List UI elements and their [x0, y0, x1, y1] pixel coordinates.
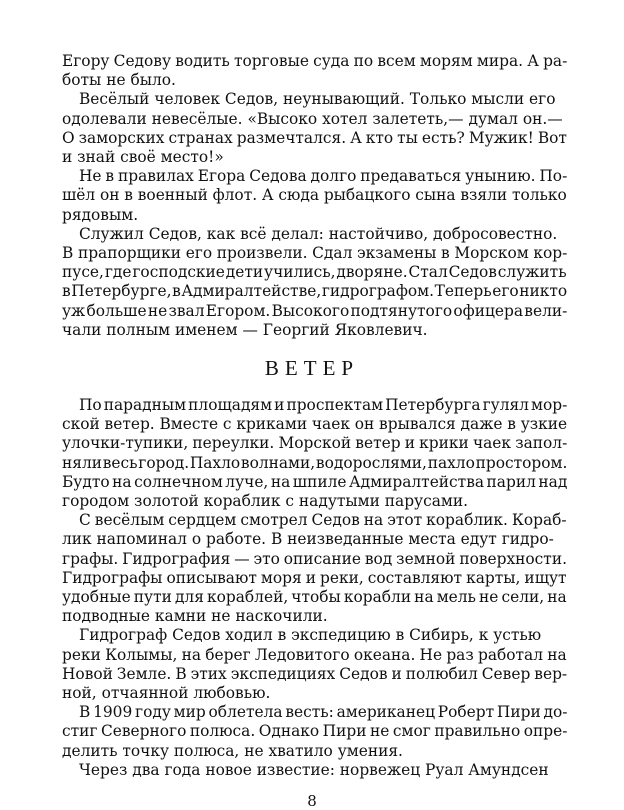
text-line: Не в правилах Егора Седова долго предаваться унынию. По-: [79, 167, 568, 186]
text-line: шёл он в военный флот. А сюда рыбацкого сына взяли только: [62, 186, 567, 205]
text-line: делить точку полюса, не хватило умения.: [62, 741, 403, 760]
text-line: удобные пути для кораблей, чтобы корабли на мель не сели, на: [62, 588, 567, 606]
text-line: рядовым.: [62, 205, 139, 224]
text-line: Весёлый человек Седов, неунывающий. Только мысли его: [79, 90, 556, 109]
text-line: пусе, где господские дети учились, дворяне. Стал Седов служить: [62, 263, 567, 282]
text-line: Егору Седову водить торговые суда по всем морям мира. А ра-: [62, 52, 568, 70]
text-line: Гидрограф Седов ходил в экспедицию в Сибирь, к устью: [79, 626, 542, 645]
text-line: О заморских странах размечтался. А кто ты есть? Мужик! Вот: [62, 128, 567, 147]
text-line: реки Колымы, на берег Ледовитого океана. Не раз работал на: [62, 645, 567, 664]
text-line: В прапорщики его произвели. Сдал экзамены в Морском кор-: [62, 244, 568, 262]
text-line: стиг Северного полюса. Однако Пири не смог правильно опре-: [62, 722, 568, 741]
text-line: лик напоминал о работе. В неизведанные места едут гидро-: [62, 530, 554, 549]
text-line: ной, отчаянной любовью.: [62, 684, 271, 702]
chapter-heading: ВЕТЕР: [264, 356, 360, 380]
text-line: чали полным именем — Георгий Яковлевич.: [62, 320, 428, 339]
text-line: Новой Земле. В этих экспедициях Седов и полюбил Север вер-: [62, 664, 568, 683]
text-line: Через два года новое известие: норвежец Руал Амундсен: [79, 760, 549, 779]
text-line: Служил Седов, как всё делал: настойчиво, добросовестно.: [79, 224, 558, 243]
text-line: в Петербурге, в Адмиралтействе, гидрографом. Теперь его никто: [62, 282, 568, 301]
text-line: няли весь город. Пахло волнами, водорослями, пахло простором.: [62, 453, 568, 472]
text-line: Гидрографы описывают моря и реки, составляют карты, ищут: [62, 568, 567, 587]
text-line: улочки-тупики, переулки. Морской ветер и крики чаек запол-: [62, 434, 568, 453]
text-line: боты не было.: [62, 71, 176, 90]
page-number: 8: [307, 792, 317, 810]
text-line: подводные камни не наскочили.: [62, 607, 328, 626]
text-line: одолевали невесёлые. «Высоко хотел залететь,— думал он.—: [62, 109, 563, 128]
text-line: уж больше не звал Егором. Высокого подтянутого офицера вели-: [62, 301, 568, 320]
text-line: По парадным площадям и проспектам Петербурга гулял мор-: [79, 396, 568, 414]
text-line: Будто на солнечном луче, на шпиле Адмиралтейства парил над: [62, 472, 568, 491]
text-line: и знай своё место!»: [62, 148, 224, 166]
text-line: В 1909 году мир облетела весть: американец Роберт Пири до-: [79, 703, 568, 722]
text-line: графы. Гидрография — это описание вод земной поверхности.: [62, 549, 567, 568]
text-line: ской ветер. Вместе с криками чаек он врывался даже в узкие: [62, 415, 568, 434]
text-line: городом золотой кораблик с надутыми парусами.: [62, 492, 469, 510]
text-line: С весёлым сердцем смотрел Седов на этот кораблик. Кораб-: [79, 511, 567, 530]
